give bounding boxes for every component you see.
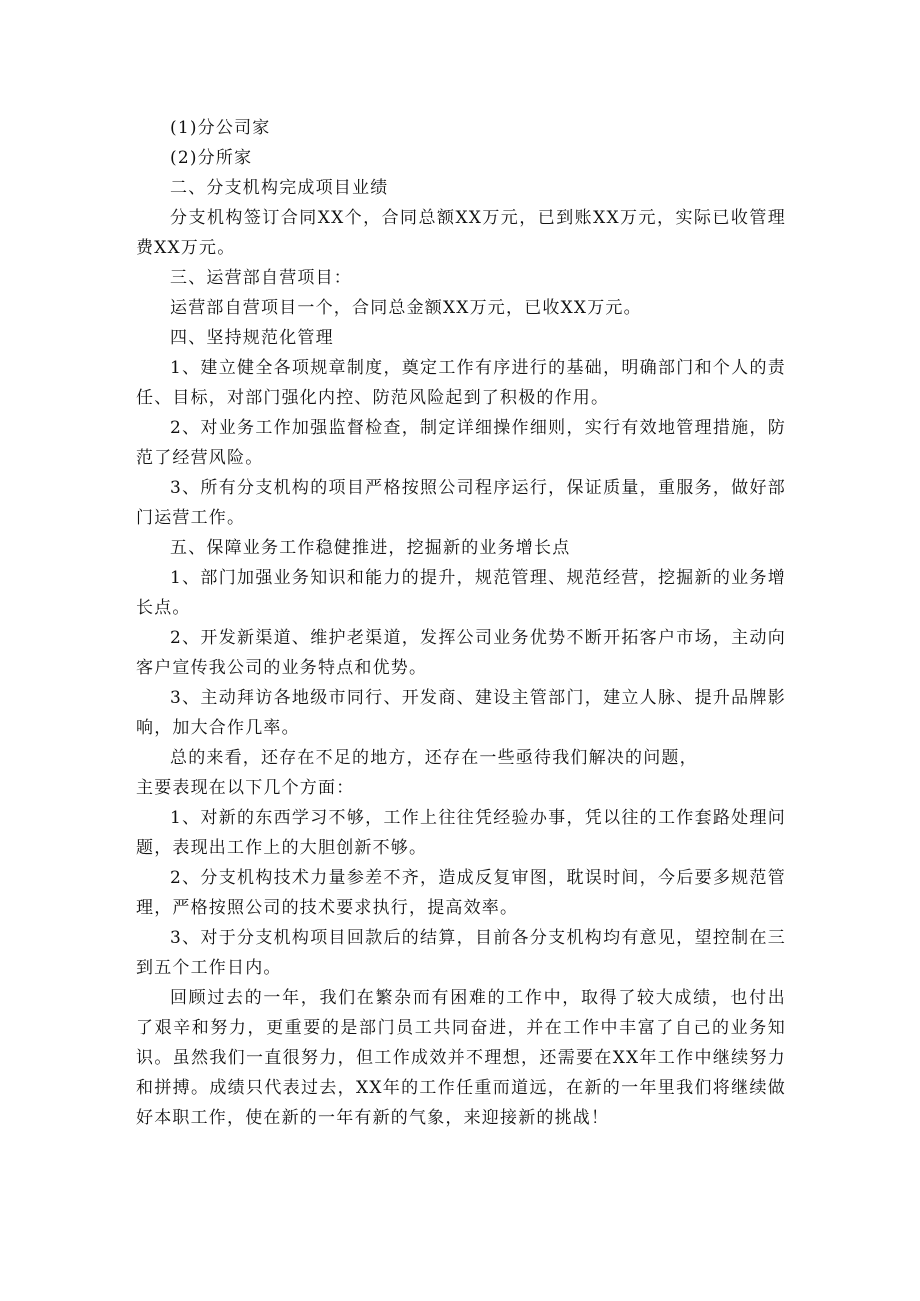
- paragraph-growth-1: 1、部门加强业务知识和能力的提升，规范管理、规范经营，挖掘新的业务增长点。: [136, 568, 786, 618]
- paragraph-growth-3: 3、主动拜访各地级市同行、开发商、建设主管部门，建立人脉、提升品牌影响，加大合作几率。: [136, 688, 786, 738]
- section-heading-branch-performance: 二、分支机构完成项目业绩: [170, 178, 389, 198]
- paragraph-conclusion: 回顾过去的一年，我们在繁杂而有困难的工作中，取得了较大成绩，也付出了艰辛和努力，更重要的是部门员工共同奋进，并在工作中丰富了自己的业务知识。虽然我们一直很努力，但工作成效并不理想，还需要在XX年工作中继续努力和拼搏。成绩只代表过去，XX年的工作任重而道远，在新的一年里我们将继续做好本职工作，使在新的一年有新的气象，来迎接新的挑战！: [136, 988, 786, 1128]
- paragraph-management-2: 2、对业务工作加强监督检查，制定详细操作细则，实行有效地管理措施，防范了经营风险。: [136, 418, 786, 468]
- paragraph-branch-contracts: 分支机构签订合同XX个，合同总额XX万元，已到账XX万元，实际已收管理费XX万元。: [136, 208, 786, 258]
- section-heading-self-operated: 三、运营部自营项目：: [170, 268, 352, 288]
- section-heading-business-growth: 五、保障业务工作稳健推进，挖掘新的业务增长点: [170, 538, 571, 558]
- list-item-branch-office: (2)分所家: [170, 148, 253, 168]
- paragraph-shortcomings-intro: 总的来看，还存在不足的地方，还存在一些亟待我们解决的问题，: [170, 748, 698, 768]
- paragraph-management-1: 1、建立健全各项规章制度，奠定工作有序进行的基础，明确部门和个人的责任、目标，对部门强化内控、防范风险起到了积极的作用。: [136, 358, 786, 408]
- document-body: [136, 113, 786, 1133]
- paragraph-shortcoming-1: 1、对新的东西学习不够，工作上往往凭经验办事，凭以往的工作套路处理问题，表现出工作上的大胆创新不够。: [136, 808, 786, 858]
- section-heading-standardized-management: 四、坚持规范化管理: [170, 328, 334, 348]
- list-item-branch-company: (1)分公司家: [170, 118, 271, 138]
- paragraph-self-operated: 运营部自营项目一个，合同总金额XX万元，已收XX万元。: [170, 298, 642, 318]
- paragraph-shortcoming-3: 3、对于分支机构项目回款后的结算，目前各分支机构均有意见，望控制在三到五个工作日内。: [136, 928, 786, 978]
- paragraph-management-3: 3、所有分支机构的项目严格按照公司程序运行，保证质量，重服务，做好部门运营工作。: [136, 478, 786, 528]
- paragraph-shortcomings-lead: 主要表现在以下几个方面：: [136, 778, 355, 798]
- paragraph-shortcoming-2: 2、分支机构技术力量参差不齐，造成反复审图，耽误时间，今后要多规范管理，严格按照公司的技术要求执行，提高效率。: [136, 868, 786, 918]
- paragraph-growth-2: 2、开发新渠道、维护老渠道，发挥公司业务优势不断开拓客户市场，主动向客户宣传我公司的业务特点和优势。: [136, 628, 786, 678]
